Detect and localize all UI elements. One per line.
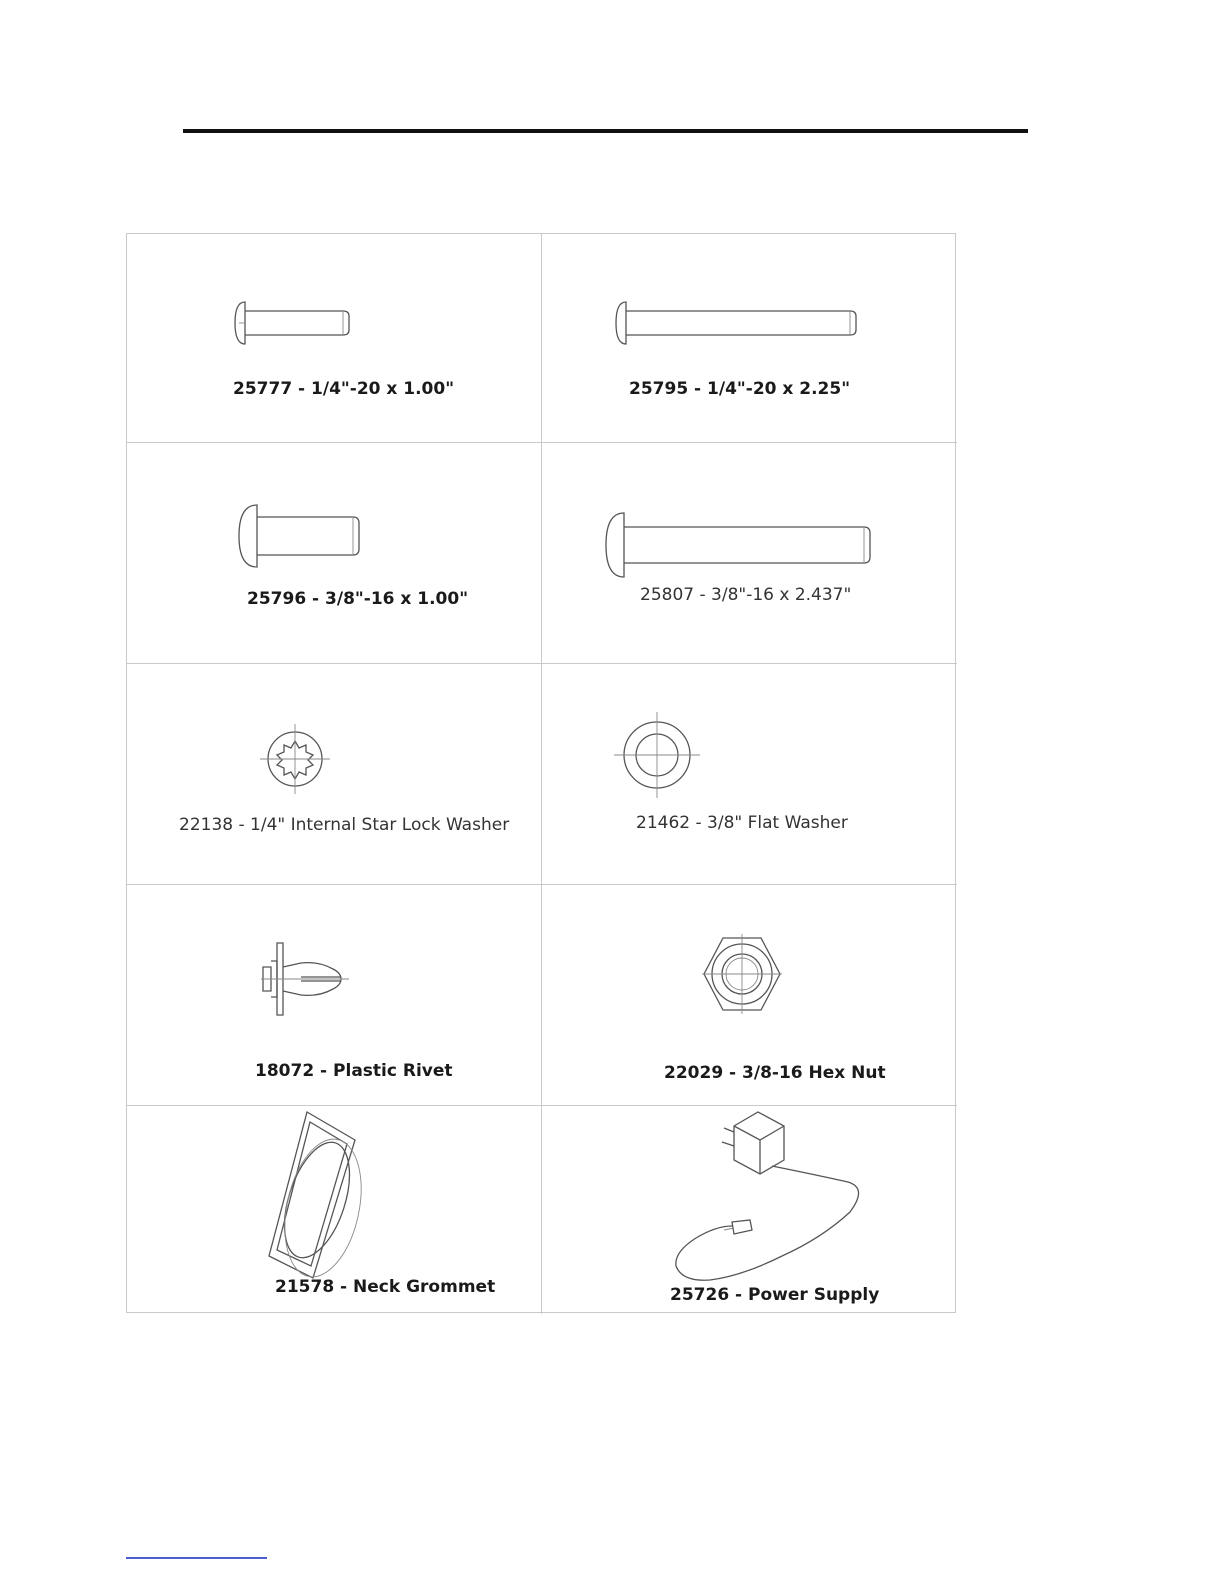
part-cell	[127, 234, 542, 443]
hex-nut-icon	[702, 932, 782, 1016]
star-lock-washer-icon	[260, 724, 330, 794]
part-label: 18072 - Plastic Rivet	[255, 1061, 453, 1081]
part-label: 25796 - 3/8"-16 x 1.00"	[247, 589, 469, 609]
part-cell	[127, 664, 542, 885]
part-cell	[542, 885, 957, 1106]
flat-washer-icon	[614, 712, 700, 798]
plastic-rivet-icon	[261, 941, 351, 1017]
part-cell	[542, 234, 957, 443]
long-button-head-bolt-icon	[604, 511, 874, 579]
neck-grommet-icon	[267, 1110, 367, 1280]
part-label: 25777 - 1/4"-20 x 1.00"	[233, 379, 455, 399]
part-label: 25726 - Power Supply	[670, 1285, 880, 1305]
footer-link-rule	[126, 1557, 267, 1559]
short-button-head-bolt-icon	[233, 300, 353, 346]
part-cell	[542, 664, 957, 885]
part-label: 21578 - Neck Grommet	[275, 1277, 496, 1297]
part-label: 21462 - 3/8" Flat Washer	[636, 813, 848, 833]
part-label: 25795 - 1/4"-20 x 2.25"	[629, 379, 851, 399]
long-button-head-bolt-icon	[614, 300, 864, 346]
part-label: 22138 - 1/4" Internal Star Lock Washer	[179, 815, 510, 835]
part-cell	[127, 885, 542, 1106]
part-cell	[542, 443, 957, 664]
part-cell	[127, 443, 542, 664]
part-cell	[542, 1106, 957, 1314]
short-button-head-bolt-icon	[237, 503, 363, 569]
header-rule	[183, 129, 1028, 133]
part-label: 25807 - 3/8"-16 x 2.437"	[640, 585, 852, 605]
power-supply-icon	[672, 1108, 868, 1286]
part-cell	[127, 1106, 542, 1314]
parts-grid	[126, 233, 956, 1313]
part-label: 22029 - 3/8-16 Hex Nut	[664, 1063, 886, 1083]
